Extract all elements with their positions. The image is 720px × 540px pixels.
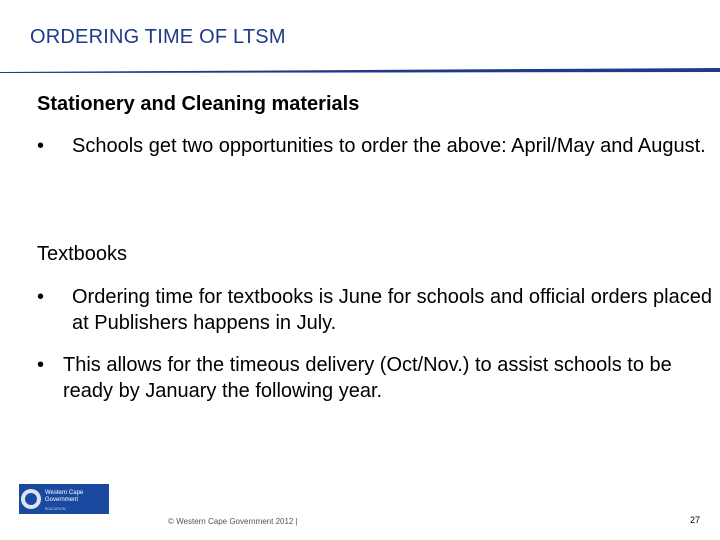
bullet-text: Ordering time for textbooks is June for schools and official orders placed at Publishers happens in July.: [72, 286, 712, 335]
section-heading-textbooks: Textbooks: [37, 243, 128, 265]
bullet-marker: •: [37, 286, 45, 308]
slide-title: ORDERING TIME OF LTSM: [30, 26, 286, 48]
footer-copyright: © Western Cape Government 2012 |: [168, 517, 298, 526]
svg-text:Government: Government: [45, 497, 79, 503]
page-number: 27: [690, 515, 701, 525]
section-heading-stationery: Stationery and Cleaning materials: [37, 93, 360, 115]
svg-text:EDUCATION: EDUCATION: [45, 507, 66, 511]
bullet-item-delivery: [37, 352, 717, 408]
bullet-text: Schools get two opportunities to order the above: April/May and August.: [72, 135, 706, 157]
title-underline-swoosh: [0, 64, 720, 80]
bullet-item-textbooks: [37, 284, 717, 340]
western-cape-government-logo: [19, 484, 109, 514]
bullet-text: This allows for the timeous delivery (Oct/Nov.) to assist schools to be ready by January the following year.: [63, 354, 672, 403]
bullet-marker: •: [37, 354, 45, 376]
bullet-item-stationery: [37, 133, 717, 189]
bullet-marker: •: [37, 135, 45, 157]
svg-text:Western Cape: Western Cape: [45, 490, 84, 496]
